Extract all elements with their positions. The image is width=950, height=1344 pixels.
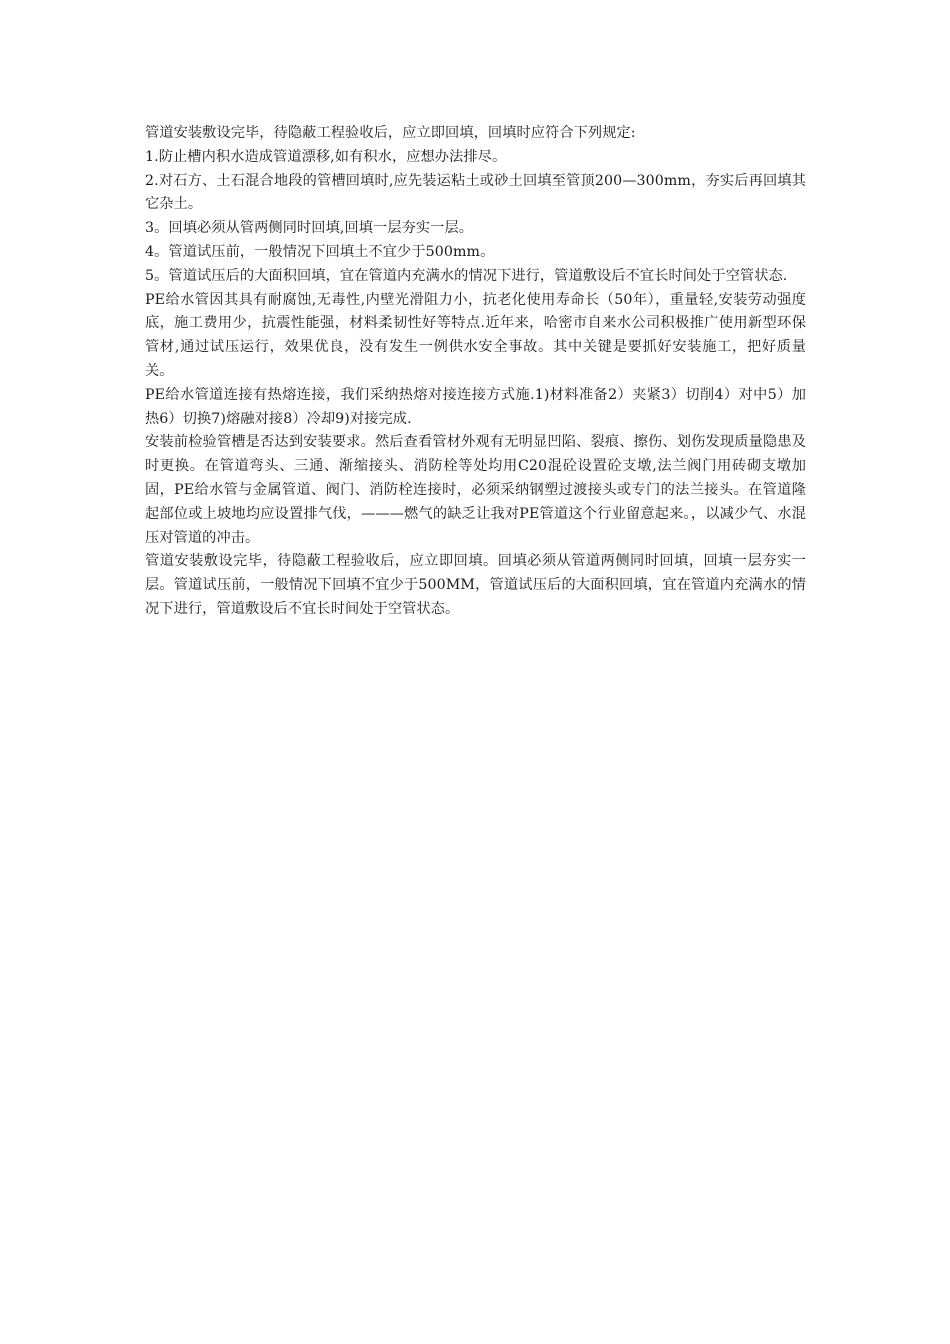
paragraph-installation-inspection: 安装前检验管槽是否达到安装要求。然后查看管材外观有无明显凹陷、裂痕、擦伤、划伤发现质量隐患及时更换。在管道弯头、三通、渐缩接头、消防栓等处均用C20混砼设置砼支墩,法兰阀门用砖砌支墩加固，PE给水管与金属管道、阀门、消防栓连接时，必须采纳钢塑过渡接头或专门的法兰接头。在管道隆起部位或上坡地均应设置排气伐，———燃气的缺乏让我对PE管道这个行业留意起来。，以减少气、水混压对管道的冲击。 (145, 434, 806, 546)
paragraph-pe-pipe-features: PE给水管因其具有耐腐蚀,无毒性,内壁光滑阻力小，抗老化使用寿命长（50年），重量轻,安装劳动强度底，施工费用少，抗震性能强，材料柔韧性好等特点.近年来，哈密市自来水公司积极推广使用新型环保管材,通过试压运行，效果优良，没有发生一例供水安全事故。其中关键是要抓好安装施工，把好质量关。 (145, 291, 806, 379)
paragraph-rule-1: 1.防止槽内积水造成管道漂移,如有积水，应想办法排尽。 (145, 148, 507, 165)
paragraph-rule-4: 4。管道试压前，一般情况下回填土不宜少于500mm。 (145, 243, 495, 260)
paragraph-rule-5: 5。管道试压后的大面积回填，宜在管道内充满水的情况下进行，管道敷设后不宜长时间处于空管状态. (145, 267, 788, 284)
paragraph-pe-pipe-connection: PE给水管道连接有热熔连接，我们采纳热熔对接连接方式施.1)材料准备2）夹紧3）切削4）对中5）加热6）切换7)熔融对接8）冷却9)对接完成. (145, 386, 806, 427)
paragraph-rule-2: 2.对石方、土石混合地段的管槽回填时,应先装运粘土或砂土回填至管顶200—300mm，夯实后再回填其它杂土。 (145, 172, 806, 213)
paragraph-intro: 管道安装敷设完毕，待隐蔽工程验收后，应立即回填，回填时应符合下列规定: (145, 125, 636, 141)
paragraph-rule-3: 3。回填必须从管两侧同时回填,回填一层夯实一层。 (145, 220, 474, 237)
paragraph-backfill-summary: 管道安装敷设完毕，待隐蔽工程验收后，应立即回填。回填必须从管道两侧同时回填，回填一层夯实一层。管道试压前，一般情况下回填不宜少于500MM，管道试压后的大面积回填，宜在管道内充满水的情况下进行，管道敷设后不宜长时间处于空管状态。 (145, 553, 806, 617)
document-body (145, 122, 806, 622)
